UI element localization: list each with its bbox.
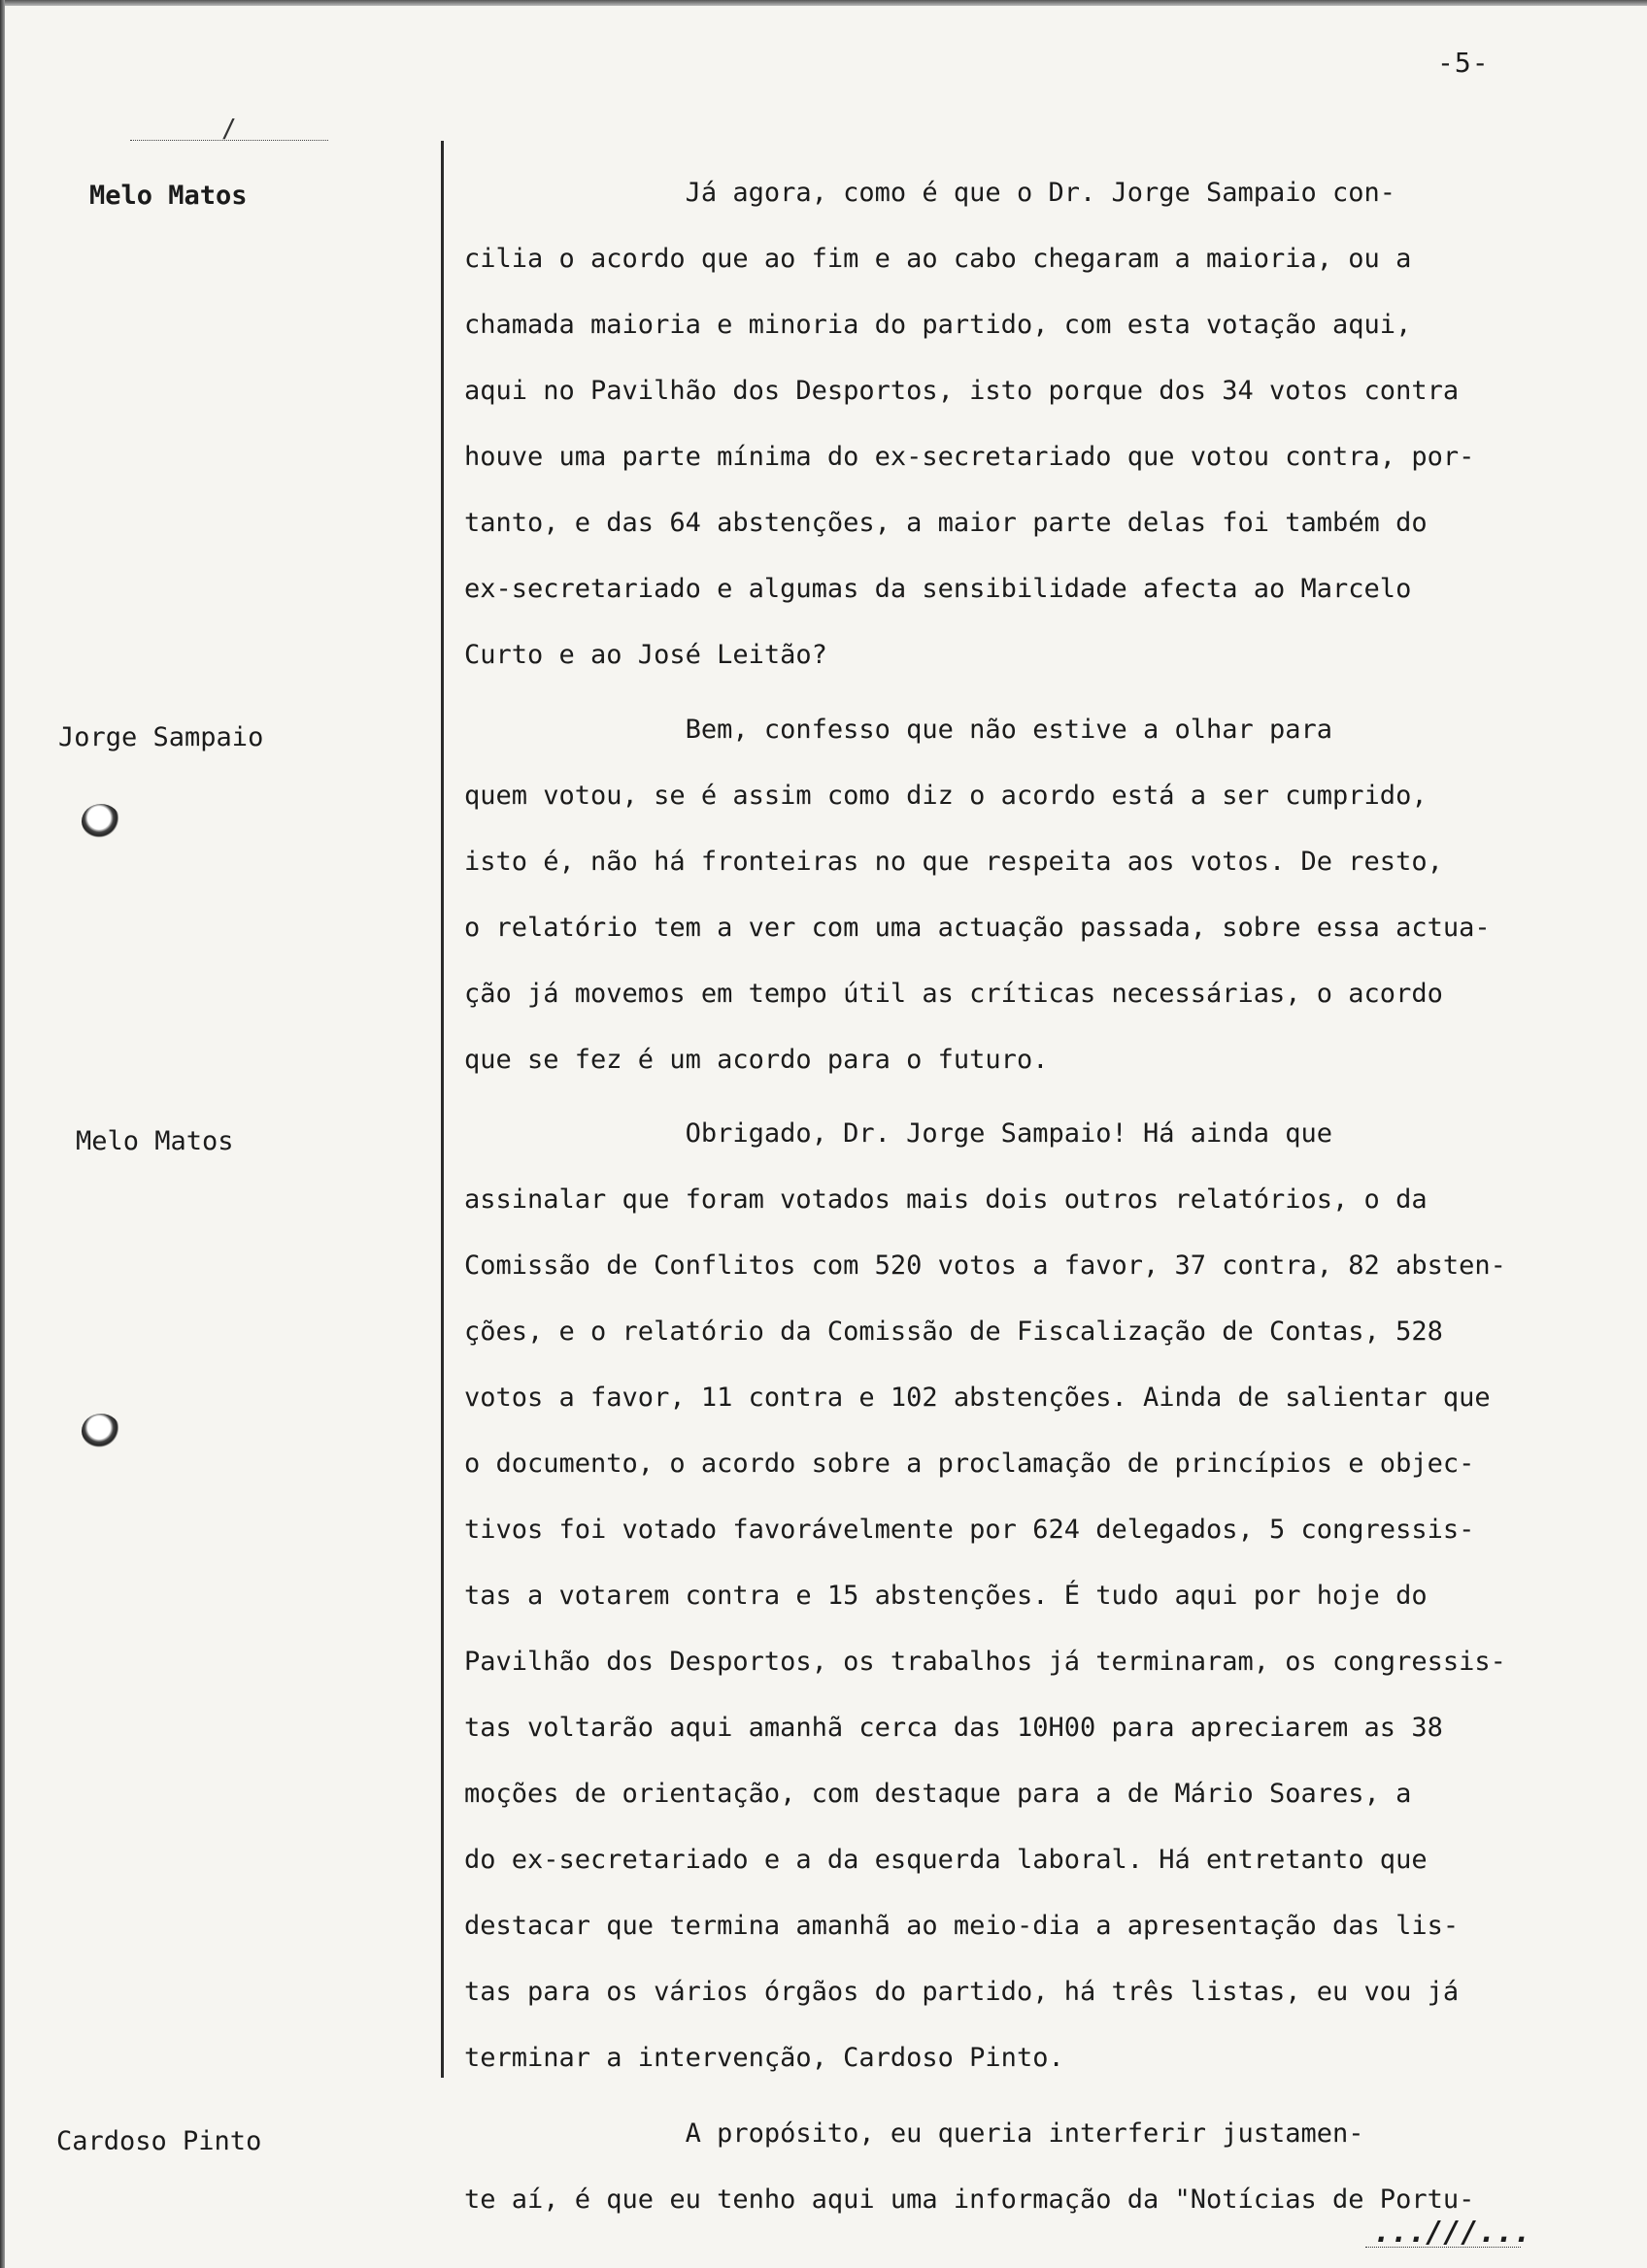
page-number: -5- [1437, 47, 1490, 79]
transcript-paragraph: Bem, confesso que não estive a olhar para quem votou, se é assim como diz o acordo está a ser cumprido, isto é, não há fronteiras no que respeita aos votos. De resto, o relatório tem a ver com uma actuação passada, sobre essa actua- ção já movemos em tempo útil as críticas necessárias, o acordo que se fez é um acordo para o futuro. [464, 715, 1491, 1075]
continuation-mark [1373, 2216, 1531, 2250]
hole-punch-mark [82, 804, 120, 839]
speaker-label: Jorge Sampaio [58, 722, 264, 752]
transcript-paragraph: Já agora, como é que o Dr. Jorge Sampaio con- cilia o acordo que ao fim e ao cabo chegaram a maioria, ou a chamada maioria e minoria do partido, com esta votação aqui, aqui no Pavilhão dos Desportos, isto porque dos 34 votos contra houve uma parte mínima do ex-secretariado que votou contra, por- tanto, e das 64 abstenções, a maior parte delas foi também do ex-secretariado e algumas da sensibilidade afecta ao Marcelo Curto e ao José Leitão? [464, 178, 1475, 670]
speaker-label: Cardoso Pinto [56, 2126, 262, 2156]
margin-vertical-rule [441, 141, 444, 2078]
continuation-underline [1365, 2247, 1521, 2248]
speaker-label: Melo Matos [89, 181, 248, 211]
hole-punch-mark [82, 1414, 120, 1449]
transcript-paragraph: A propósito, eu queria interferir justamen- te aí, é que eu tenho aqui uma informação da "Notícias de Portu- [464, 2118, 1475, 2215]
reference-line [130, 117, 328, 146]
continuation-text: ...///... [1373, 2216, 1531, 2250]
transcript-paragraph: Obrigado, Dr. Jorge Sampaio! Há ainda que assinalar que foram votados mais dois outros relatórios, o da Comissão de Conflitos com 520 votos a favor, 37 contra, 82 absten- ções, e o relatório da Comissão de Fiscalização de Contas, 528 votos a favor, 11 contra e 102 abstenções. Ainda de salientar que o documento, o acordo sobre a proclamação de princípios e objec- tivos foi votado favorávelmente por 624 delegados, 5 congressis- tas a votarem contra e 15 abstenções. É tudo aqui por hoje do Pavilhão dos Desportos, os trabalhos já terminaram, os congressis- tas voltarão aqui amanhã cerca das 10H00 para apreciarem as 38 moções de orientação, com destaque para a de Mário Soares, a do ex-secretariado e a da esquerda laboral. Há entretanto que destacar que termina amanhã ao meio-dia a apresentação das lis- tas para os vários órgãos do partido, há três listas, eu vou já terminar a intervenção, Cardoso Pinto. [464, 1118, 1506, 2073]
page-left-edge [0, 0, 5, 2268]
speaker-label: Melo Matos [76, 1126, 234, 1156]
page-top-edge [0, 0, 1647, 6]
reference-slash: / [221, 115, 237, 144]
